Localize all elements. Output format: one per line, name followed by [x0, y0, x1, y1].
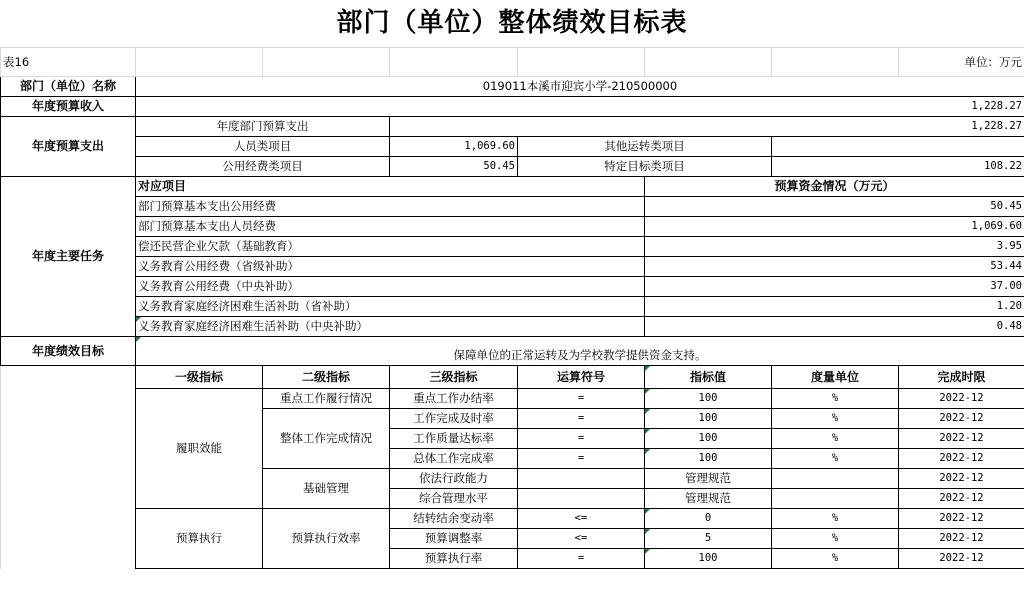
indicator-time: 2022-12	[899, 449, 1024, 469]
indicator-val: 100	[645, 409, 772, 429]
task-row	[1, 277, 1024, 297]
income-value: 1,228.27	[136, 97, 1024, 117]
expense-row-2	[1, 137, 1024, 157]
indicator-unit: %	[772, 449, 899, 469]
indicator-unit: %	[772, 529, 899, 549]
expense-row-1	[1, 117, 1024, 137]
indicator-op: =	[518, 549, 645, 569]
task-row	[1, 317, 1024, 337]
header-row	[1, 48, 1024, 77]
indicator-l2: 整体工作完成情况	[263, 409, 390, 469]
indicator-val: 管理规范	[645, 469, 772, 489]
indicator-op: =	[518, 409, 645, 429]
public-value: 50.45	[390, 157, 518, 177]
dept-label: 部门（单位）名称	[1, 77, 136, 97]
indicator-val: 管理规范	[645, 489, 772, 509]
performance-table	[0, 47, 1024, 569]
indicator-l3: 工作质量达标率	[390, 429, 518, 449]
indicator-val: 5	[645, 529, 772, 549]
task-amount: 50.45	[645, 197, 1024, 217]
indicator-val: 100	[645, 449, 772, 469]
indicator-row	[1, 389, 1024, 409]
indicator-val: 100	[645, 429, 772, 449]
tasks-col-amount: 预算资金情况（万元）	[645, 177, 1024, 197]
staff-value: 1,069.60	[390, 137, 518, 157]
tasks-col-item: 对应项目	[136, 177, 645, 197]
goal-label: 年度绩效目标	[1, 337, 136, 366]
task-name: 义务教育家庭经济困难生活补助（省补助）	[136, 297, 645, 317]
indicator-l3: 重点工作办结率	[390, 389, 518, 409]
indicator-unit: %	[772, 429, 899, 449]
indicator-l3: 工作完成及时率	[390, 409, 518, 429]
indicator-unit	[772, 489, 899, 509]
indicator-l1: 预算执行	[136, 509, 263, 569]
task-row	[1, 297, 1024, 317]
task-name: 义务教育家庭经济困难生活补助（中央补助）	[136, 317, 645, 337]
unit-label: 单位：万元	[899, 48, 1024, 77]
indicator-row	[1, 509, 1024, 529]
header-unit: 度量单位	[772, 366, 899, 389]
special-label: 特定目标类项目	[518, 157, 772, 177]
staff-label: 人员类项目	[136, 137, 390, 157]
indicator-l2: 重点工作履行情况	[263, 389, 390, 409]
header-val: 指标值	[645, 366, 772, 389]
indicator-op	[518, 469, 645, 489]
indicator-time: 2022-12	[899, 429, 1024, 449]
task-amount: 3.95	[645, 237, 1024, 257]
indicator-val: 100	[645, 389, 772, 409]
header-l2: 二级指标	[263, 366, 390, 389]
dept-value: 019011本溪市迎宾小学-210500000	[136, 77, 1024, 97]
indicator-op: <=	[518, 509, 645, 529]
indicator-time: 2022-12	[899, 549, 1024, 569]
indicator-time: 2022-12	[899, 509, 1024, 529]
dept-row	[1, 77, 1024, 97]
income-label: 年度预算收入	[1, 97, 136, 117]
indicator-l1: 履职效能	[136, 389, 263, 509]
goal-row	[1, 337, 1024, 366]
indicator-time: 2022-12	[899, 409, 1024, 429]
income-row	[1, 97, 1024, 117]
task-row	[1, 237, 1024, 257]
task-name: 部门预算基本支出人员经费	[136, 217, 645, 237]
goal-text: 保障单位的正常运转及为学校教学提供资金支持。	[136, 337, 1024, 366]
task-name: 部门预算基本支出公用经费	[136, 197, 645, 217]
tasks-label: 年度主要任务	[1, 177, 136, 337]
other-label: 其他运转类项目	[518, 137, 772, 157]
indicator-header-row	[1, 366, 1024, 389]
indicator-l3: 预算调整率	[390, 529, 518, 549]
indicator-l3: 依法行政能力	[390, 469, 518, 489]
indicator-unit: %	[772, 549, 899, 569]
indicator-l3: 综合管理水平	[390, 489, 518, 509]
header-l1: 一级指标	[136, 366, 263, 389]
indicator-time: 2022-12	[899, 469, 1024, 489]
indicator-unit: %	[772, 389, 899, 409]
header-time: 完成时限	[899, 366, 1024, 389]
task-name: 偿还民营企业欠款（基础教育）	[136, 237, 645, 257]
indicator-unit: %	[772, 409, 899, 429]
special-value: 108.22	[772, 157, 1024, 177]
indicator-l2: 预算执行效率	[263, 509, 390, 569]
header-op: 运算符号	[518, 366, 645, 389]
task-name: 义务教育公用经费（中央补助）	[136, 277, 645, 297]
expense-label: 年度预算支出	[1, 117, 136, 177]
task-amount: 53.44	[645, 257, 1024, 277]
indicator-val: 0	[645, 509, 772, 529]
task-amount: 37.00	[645, 277, 1024, 297]
indicator-op: =	[518, 389, 645, 409]
indicator-time: 2022-12	[899, 389, 1024, 409]
task-row	[1, 217, 1024, 237]
indicator-l2: 基础管理	[263, 469, 390, 509]
indicator-op: =	[518, 429, 645, 449]
indicator-op: <=	[518, 529, 645, 549]
tasks-header-row	[1, 177, 1024, 197]
other-value	[772, 137, 1024, 157]
task-name: 义务教育公用经费（省级补助）	[136, 257, 645, 277]
page-title: 部门（单位）整体绩效目标表	[336, 8, 688, 38]
indicator-l3: 预算执行率	[390, 549, 518, 569]
indicator-l3: 结转结余变动率	[390, 509, 518, 529]
public-label: 公用经费类项目	[136, 157, 390, 177]
indicator-op	[518, 489, 645, 509]
expense-row-3	[1, 157, 1024, 177]
table-number: 表16	[1, 48, 136, 77]
indicator-val: 100	[645, 549, 772, 569]
task-amount: 0.48	[645, 317, 1024, 337]
indicator-time: 2022-12	[899, 489, 1024, 509]
indicator-op: =	[518, 449, 645, 469]
task-amount: 1,069.60	[645, 217, 1024, 237]
indicator-unit: %	[772, 509, 899, 529]
task-row	[1, 257, 1024, 277]
indicator-unit	[772, 469, 899, 489]
indicator-l3: 总体工作完成率	[390, 449, 518, 469]
expense-total-value: 1,228.27	[390, 117, 1024, 137]
task-row	[1, 197, 1024, 217]
task-amount: 1.20	[645, 297, 1024, 317]
header-l3: 三级指标	[390, 366, 518, 389]
expense-total-label: 年度部门预算支出	[136, 117, 390, 137]
indicator-time: 2022-12	[899, 529, 1024, 549]
